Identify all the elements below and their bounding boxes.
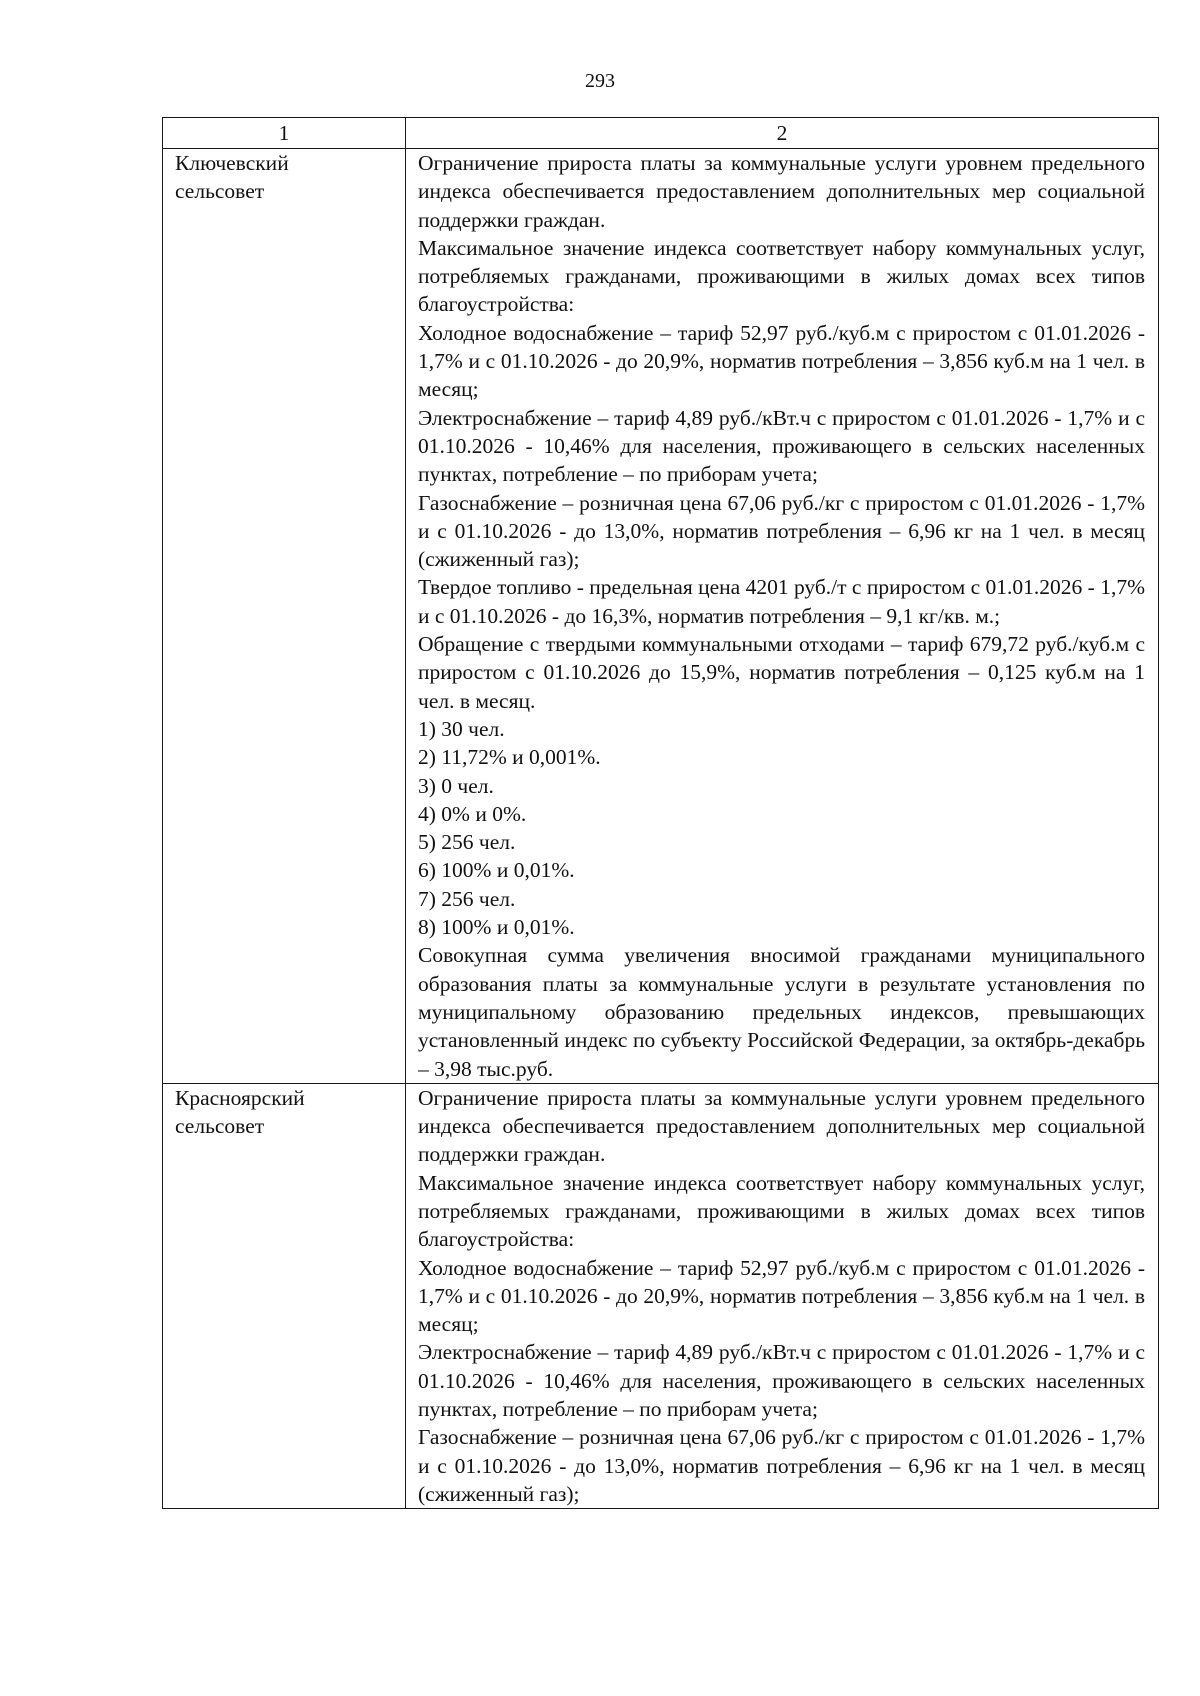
- description-paragraph: Холодное водоснабжение – тариф 52,97 руб./куб.м с приростом с 01.01.2026 - 1,7% и с 01.10.2026 - до 20,9%, норматив потребления – 3,856 куб.м на 1 чел. в месяц;: [418, 320, 1145, 402]
- description-paragraph: Максимальное значение индекса соответствует набору коммунальных услуг, потребляемых гражданами, проживающими в жилых домах всех типов благоустройства:: [418, 1170, 1145, 1252]
- municipality-name-line: Красноярский: [175, 1085, 305, 1110]
- list-item: 3) 0 чел.: [418, 773, 494, 798]
- index-description-cell: [406, 1083, 1159, 1508]
- municipality-name-line: сельсовет: [175, 1114, 265, 1139]
- municipality-name-line: Ключевский: [175, 151, 289, 175]
- description-paragraph: Электроснабжение – тариф 4,89 руб./кВт.ч с приростом с 01.01.2026 - 1,7% и с 01.10.2026 - 10,46% для населения, проживающего в сельских населенных пунктах, потребление – по приборам учета;: [418, 1340, 1145, 1422]
- table-header-row: [163, 118, 1159, 149]
- description-paragraph: Обращение с твердыми коммунальными отходами – тариф 679,72 руб./куб.м с приростом с 01.10.2026 до 15,9%, норматив потребления – 0,125 куб.м на 1 чел. в месяц.: [418, 632, 1145, 713]
- municipal-index-table: [162, 117, 1159, 1509]
- municipality-name-cell: [163, 1083, 406, 1508]
- description-paragraph: Ограничение прироста платы за коммунальные услуги уровнем предельного индекса обеспечивается предоставлением дополнительных мер социальной поддержки граждан.: [418, 1085, 1145, 1167]
- page-number: 293: [585, 70, 615, 92]
- list-item: 6) 100% и 0,01%.: [418, 858, 575, 883]
- list-item: 8) 100% и 0,01%.: [418, 915, 575, 940]
- description-paragraph: Газоснабжение – розничная цена 67,06 руб./кг с приростом с 01.01.2026 - 1,7% и с 01.10.2026 - до 13,0%, норматив потребления – 6,96 кг на 1 чел. в месяц (сжиженный газ);: [418, 1425, 1145, 1506]
- column-header-1: 1: [163, 118, 406, 149]
- list-item: 2) 11,72% и 0,001%.: [418, 745, 601, 770]
- list-item: 5) 256 чел.: [418, 830, 516, 855]
- description-paragraph: Ограничение прироста платы за коммунальные услуги уровнем предельного индекса обеспечивается предоставлением дополнительных мер социальной поддержки граждан.: [418, 151, 1145, 232]
- column-header-2: 2: [406, 118, 1159, 149]
- municipality-name-line: сельсовет: [175, 179, 265, 204]
- table-row: [163, 1083, 1159, 1508]
- municipality-name-cell: [163, 149, 406, 1084]
- list-item: 4) 0% и 0%.: [418, 801, 527, 826]
- table-row: [163, 149, 1159, 1084]
- description-paragraph: Газоснабжение – розничная цена 67,06 руб./кг с приростом с 01.01.2026 - 1,7% и с 01.10.2026 - до 13,0%, норматив потребления – 6,96 кг на 1 чел. в месяц (сжиженный газ);: [418, 490, 1145, 572]
- list-item: 1) 30 чел.: [418, 716, 505, 741]
- description-paragraph: Максимальное значение индекса соответствует набору коммунальных услуг, потребляемых гражданами, проживающими в жилых домах всех типов благоустройства:: [418, 235, 1145, 317]
- summary-paragraph: Совокупная сумма увеличения вносимой гражданами муниципального образования платы за коммунальные услуги в результате установления по муниципальному образованию предельных индексов, превышающих установленный индекс по субъекту Российской Федерации, за октябрь-декабрь – 3,98 тыс.руб.: [418, 943, 1145, 1081]
- index-description-cell: [406, 149, 1159, 1084]
- description-paragraph: Твердое топливо - предельная цена 4201 руб./т с приростом с 01.01.2026 - 1,7% и с 01.10.2026 - до 16,3%, норматив потребления – 9,1 кг/кв. м.;: [418, 575, 1145, 628]
- list-item: 7) 256 чел.: [418, 886, 516, 911]
- description-paragraph: Электроснабжение – тариф 4,89 руб./кВт.ч с приростом с 01.01.2026 - 1,7% и с 01.10.2026 - 10,46% для населения, проживающего в сельских населенных пунктах, потребление – по приборам учета;: [418, 405, 1145, 487]
- description-paragraph: Холодное водоснабжение – тариф 52,97 руб./куб.м с приростом с 01.01.2026 - 1,7% и с 01.10.2026 - до 20,9%, норматив потребления – 3,856 куб.м на 1 чел. в месяц;: [418, 1255, 1145, 1337]
